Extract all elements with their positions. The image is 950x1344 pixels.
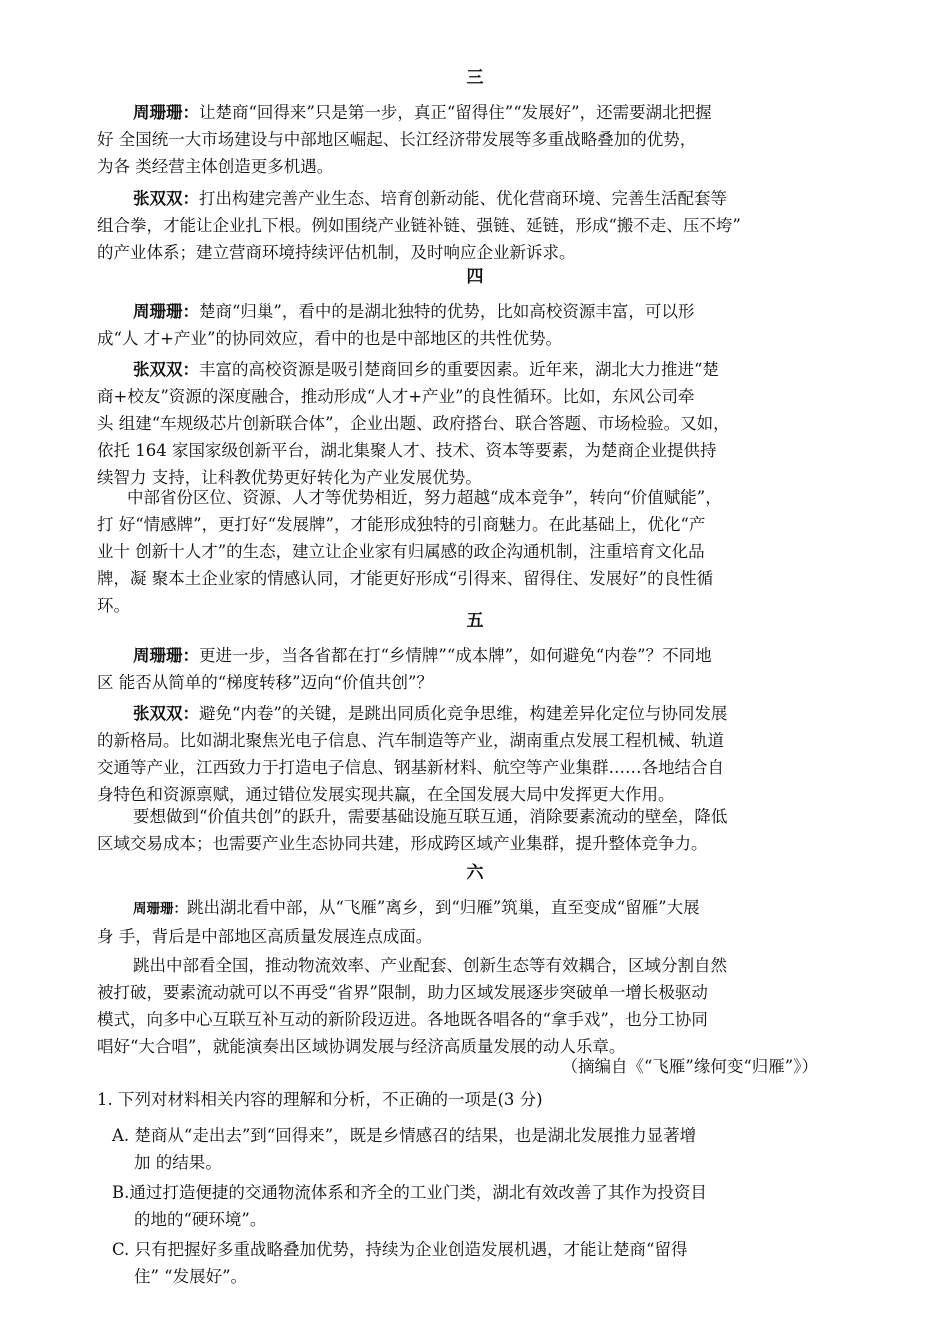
paragraph-8 bbox=[97, 803, 813, 857]
paragraph-line: 唱好“大合唱”，就能演奏出区域协调发展与经济高质量发展的动人乐章。 bbox=[97, 1037, 626, 1056]
paragraph-line: 张双双：避免“内卷”的关键，是跳出同质化竞争思维，构建差异化定位与协同发展 bbox=[133, 704, 728, 723]
paragraph-line: 身特色和资源禀赋，通过错位发展实现共赢，在全国发展大局中发挥更大作用。 bbox=[97, 785, 675, 804]
paragraph-line: 交通等产业，江西致力于打造电子信息、钢基新材料、航空等产业集群……各地结合自 bbox=[97, 758, 724, 777]
paragraph-line: 身 手，背后是中部地区高质量发展连点成面。 bbox=[97, 927, 433, 946]
option-line: B.通过打造便捷的交通物流体系和齐全的工业门类，湖北有效改善了其作为投资目 bbox=[112, 1183, 707, 1202]
paragraph-line: 环。 bbox=[97, 596, 130, 615]
option-line: 加 的结果。 bbox=[134, 1153, 222, 1172]
paragraph-line: 周珊珊：楚商“归巢”，看中的是湖北独特的优势，比如高校资源丰富，可以形 bbox=[133, 302, 695, 321]
question-stem: 1. 下列对材料相关内容的理解和分析，不正确的一项是(3 分) bbox=[97, 1090, 543, 1109]
section-heading-5: 五 bbox=[466, 611, 484, 631]
paragraph-line: 成“人 才+产业”的协同效应，看中的也是中部地区的共性优势。 bbox=[97, 329, 562, 348]
paragraph-line: 周珊珊：跳出湖北看中部，从“飞雁”离乡，到“归雁”筑巢，直至变成“留雁”大展 bbox=[133, 898, 700, 917]
paragraph-line: 张双双：打出构建完善产业生态、培育创新动能、优化营商环境、完善生活配套等 bbox=[133, 189, 727, 208]
paragraph-line: 组合拳，才能让企业扎下根。例如围绕产业链补链、强链、延链，形成“搬不走、压不垮” bbox=[97, 216, 741, 235]
speaker-label: 张双双： bbox=[133, 189, 199, 208]
paragraph-line: 的新格局。比如湖北聚焦光电子信息、汽车制造等产业，湖南重点发展工程机械、轨道 bbox=[97, 731, 724, 750]
paragraph-line: 模式，向多中心互联互补互动的新阶段迈进。各地既各唱各的“拿手戏”，也分工协同 bbox=[97, 1010, 708, 1029]
paragraph-line: 中部省份区位、资源、人才等优势相近，努力超越“成本竞争”，转向“价值赋能”， bbox=[127, 488, 722, 507]
paragraph-10 bbox=[97, 952, 813, 1060]
option-a bbox=[112, 1122, 812, 1176]
paragraph-line: 业十 创新十人才”的生态，建立让企业家有归属感的政企沟通机制，注重培育文化品 bbox=[97, 542, 705, 561]
paragraph-line: 被打破，要素流动就可以不再受“省界”限制，助力区域发展逐步突破单一增长极驱动 bbox=[97, 983, 708, 1002]
speaker-label: 周珊珊： bbox=[133, 646, 199, 665]
paragraph-line: 要想做到“价值共创”的跃升，需要基础设施互联互通，消除要素流动的壁垒，降低 bbox=[133, 807, 728, 826]
section-heading-4: 四 bbox=[466, 267, 484, 287]
paragraph-line: 张双双：丰富的高校资源是吸引楚商回乡的重要因素。近年来，湖北大力推进“楚 bbox=[133, 360, 719, 379]
paragraph-3 bbox=[97, 298, 813, 352]
paragraph-line: 好 全国统一大市场建设与中部地区崛起、长江经济带发展等多重战略叠加的优势， bbox=[97, 130, 697, 149]
speaker-label: 周珊珊： bbox=[133, 103, 199, 122]
option-line: 住” “发展好”。 bbox=[134, 1267, 248, 1286]
speaker-label: 张双双： bbox=[133, 704, 199, 723]
paragraph-line: 的产业体系；建立营商环境持续评估机制，及时响应企业新诉求。 bbox=[97, 243, 576, 262]
section-heading-3: 三 bbox=[466, 68, 484, 88]
paragraph-line: 周珊珊：让楚商“回得来”只是第一步，真正“留得住”“发展好”，还需要湖北把握 bbox=[133, 103, 712, 122]
paragraph-line: 依托 164 家国家级创新平台，湖北集聚人才、技术、资本等要素，为楚商企业提供持 bbox=[97, 441, 717, 460]
paragraph-line: 区 能否从简单的“梯度转移”迈向“价值共创”？ bbox=[97, 673, 433, 692]
paragraph-line: 商+校友”资源的深度融合，推动形成“人才+产业”的良性循环。比如，东风公司牵 bbox=[97, 387, 695, 406]
paragraph-line: 为各 类经营主体创造更多机遇。 bbox=[97, 157, 334, 176]
speaker-label: 周珊珊： bbox=[133, 302, 199, 321]
paragraph-line: 牌，凝 聚本土企业家的情感认同，才能更好形成“引得来、留得住、发展好”的良性循 bbox=[97, 569, 714, 588]
paragraph-line: 区域交易成本；也需要产业生态协同共建，形成跨区域产业集群，提升整体竞争力。 bbox=[97, 834, 708, 853]
paragraph-2 bbox=[97, 185, 813, 266]
paragraph-6 bbox=[97, 642, 813, 696]
speaker-label: 周珊珊： bbox=[133, 901, 187, 917]
paragraph-9 bbox=[97, 894, 813, 950]
section-heading-6: 六 bbox=[466, 863, 484, 883]
option-line: A. 楚商从“走出去”到“回得来”，既是乡情感召的结果，也是湖北发展推力显著增 bbox=[112, 1126, 697, 1145]
paragraph-4 bbox=[97, 356, 813, 491]
source-citation: （摘编自《“飞雁”缘何变“归雁”》） bbox=[561, 1057, 818, 1076]
paragraph-line: 跳出中部看全国，推动物流效率、产业配套、创新生态等有效耦合，区域分割自然 bbox=[133, 956, 727, 975]
paragraph-5 bbox=[97, 484, 813, 619]
paragraph-line: 周珊珊：更进一步，当各省都在打“乡情牌”“成本牌”，如何避免“内卷”？不同地 bbox=[133, 646, 712, 665]
option-line: 的地的“硬环境”。 bbox=[134, 1210, 267, 1229]
paragraph-1 bbox=[97, 99, 813, 180]
option-b bbox=[112, 1179, 812, 1233]
option-line: C. 只有把握好多重战略叠加优势，持续为企业创造发展机遇，才能让楚商“留得 bbox=[112, 1240, 688, 1259]
speaker-label: 张双双： bbox=[133, 360, 199, 379]
paragraph-line: 头 组建“车规级芯片创新联合体”，企业出题、政府搭台、联合答题、市场检验。又如， bbox=[97, 414, 730, 433]
paragraph-line: 打 好“情感牌”，更打好“发展牌”，才能形成独特的引商魅力。在此基础上，优化“产 bbox=[97, 515, 706, 534]
paragraph-line: 续智力 支持，让科教优势更好转化为产业发展优势。 bbox=[97, 468, 482, 487]
option-c bbox=[112, 1236, 812, 1290]
paragraph-7 bbox=[97, 700, 813, 808]
